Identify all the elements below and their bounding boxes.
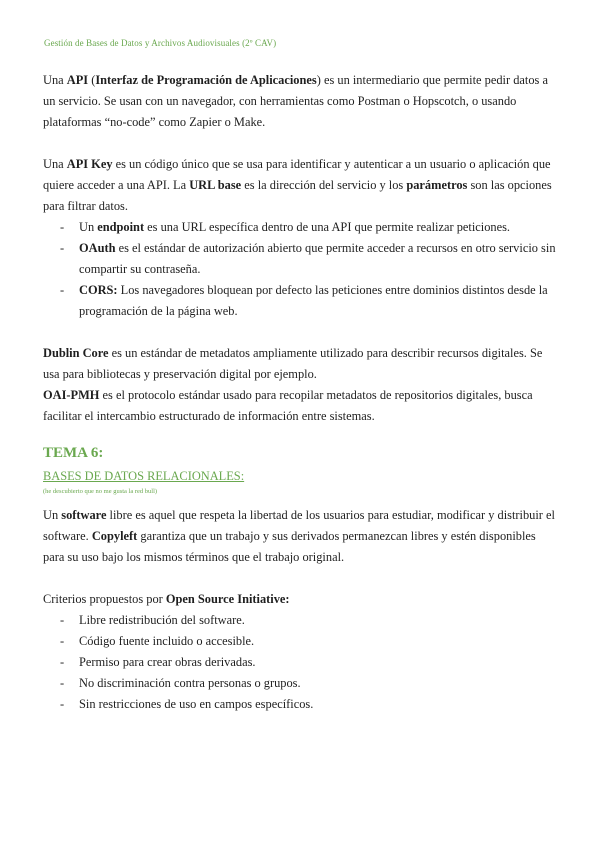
section-heading: TEMA 6:: [43, 445, 104, 461]
osi-criteria-list: [43, 610, 559, 715]
list-item: - Sin restricciones de uso en campos específicos.: [43, 694, 559, 715]
paragraph-api: Una API (Interfaz de Programación de Aplicaciones) es un intermediario que permite pedir datos a un servicio. Se usan con un navegador, con herramientas como Postman o Hopscotch, o usando plataformas “no-code” como Zapier o Make.: [43, 73, 548, 129]
list-item: - CORS: Los navegadores bloquean por defecto las peticiones entre dominios distintos desde la programación de la página web.: [43, 280, 559, 322]
list-item: - Libre redistribución del software.: [43, 610, 559, 631]
page-header: Gestión de Bases de Datos y Archivos Audiovisuales (2º CAV): [44, 38, 277, 48]
list-item: - No discriminación contra personas o grupos.: [43, 673, 559, 694]
paragraph-oai-pmh: OAI-PMH es el protocolo estándar usado para recopilar metadatos de repositorios digitales, busca facilitar el intercambio estructurado de información entre sistemas.: [43, 388, 533, 423]
list-item: - OAuth es el estándar de autorización abierto que permite acceder a recursos en otro servicio sin compartir su contraseña.: [43, 238, 559, 280]
list-item: - Código fuente incluido o accesible.: [43, 631, 559, 652]
list-item: - Un endpoint es una URL específica dentro de una API que permite realizar peticiones.: [43, 217, 559, 238]
paragraph-dublin-core: Dublin Core es un estándar de metadatos ampliamente utilizado para describir recursos digitales. Se usa para bibliotecas y preservación digital por ejemplo.: [43, 346, 543, 381]
list-item: - Permiso para crear obras derivadas.: [43, 652, 559, 673]
section-subtitle: BASES DE DATOS RELACIONALES:: [43, 469, 245, 483]
paragraph-api-key: Una API Key es un código único que se usa para identificar y autenticar a un usuario o aplicación que quiere acceder a una API. La URL base es la dirección del servicio y los parámetros son las opciones para filtrar datos.: [43, 157, 552, 213]
document-body: [43, 70, 559, 715]
paragraph-osi: Criterios propuestos por Open Source Initiative:: [43, 592, 290, 606]
api-concepts-list: [43, 217, 559, 322]
side-note: (he descubierto que no me gusta la red bull): [43, 488, 158, 495]
paragraph-software-libre: Un software libre es aquel que respeta la libertad de los usuarios para estudiar, modificar y distribuir el software. Copyleft garantiza que un trabajo y sus derivados permanezcan libres y estén disponibles para su uso bajo los mismos términos que el trabajo original.: [43, 508, 555, 564]
